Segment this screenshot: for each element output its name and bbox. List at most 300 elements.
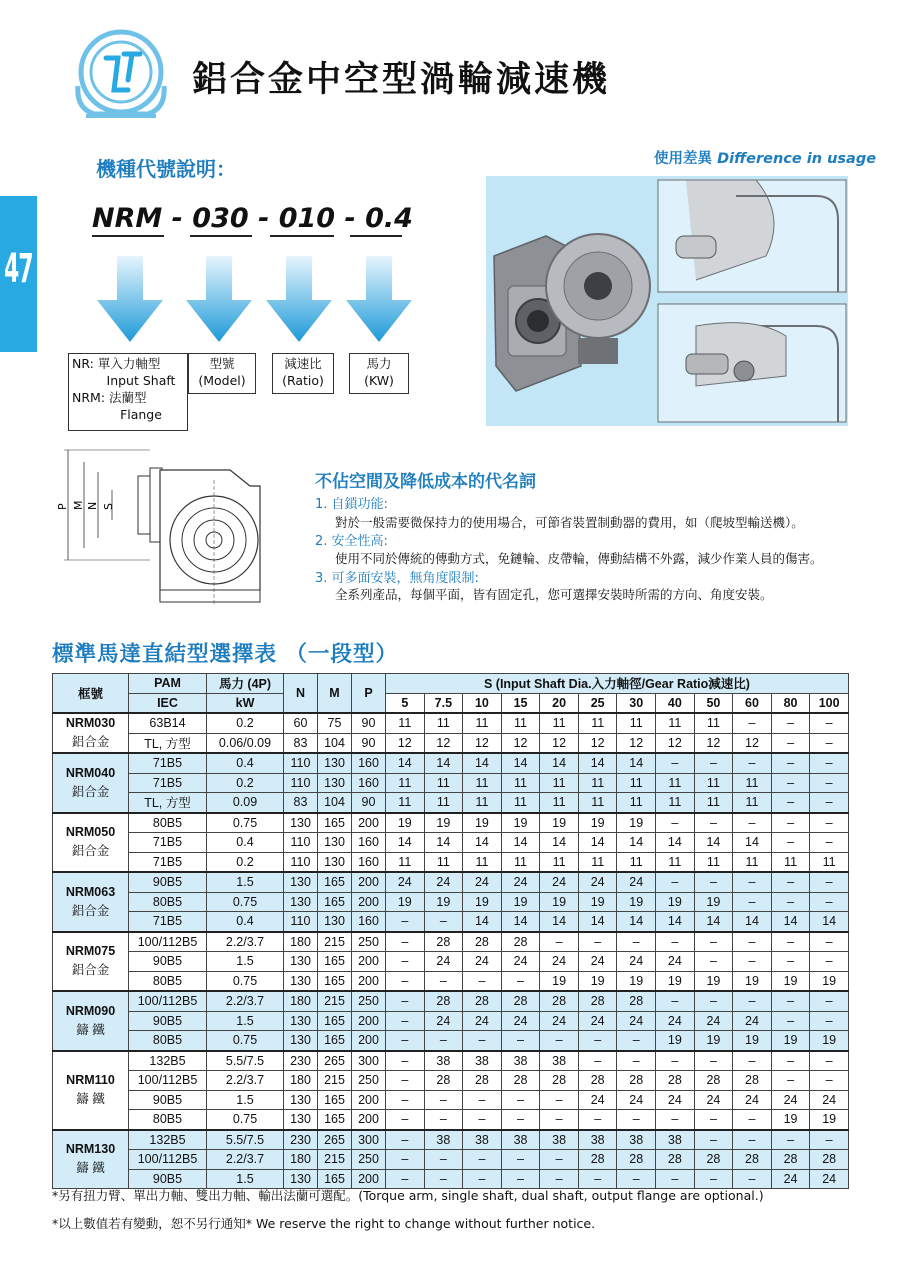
table-cell: –	[540, 1169, 579, 1189]
table-cell: 38	[501, 1051, 540, 1071]
table-cell: 24	[578, 1011, 617, 1031]
table-cell: 11	[771, 852, 810, 872]
table-cell: 200	[352, 952, 386, 972]
table-cell: 11	[578, 713, 617, 733]
table-cell: –	[386, 1169, 425, 1189]
table-cell: 24	[656, 1090, 695, 1110]
dim-label-p: P	[56, 503, 69, 510]
power-en: (KW)	[364, 373, 394, 388]
table-cell: –	[810, 713, 849, 733]
table-cell: 11	[617, 773, 656, 793]
table-cell: 14	[733, 912, 772, 932]
table-cell: –	[810, 872, 849, 892]
table-cell: –	[386, 932, 425, 952]
table-row	[53, 733, 849, 753]
table-cell: 19	[656, 892, 695, 912]
table-cell: 215	[318, 991, 352, 1011]
table-cell: 14	[810, 912, 849, 932]
table-cell: 215	[318, 1150, 352, 1170]
table-cell: 300	[352, 1130, 386, 1150]
table-cell: 11	[810, 852, 849, 872]
table-cell: 90B5	[129, 1090, 207, 1110]
table-cell: 11	[424, 793, 463, 813]
table-cell: 200	[352, 1011, 386, 1031]
table-cell: 14	[540, 833, 579, 853]
table-cell: 12	[733, 733, 772, 753]
table-cell: 38	[578, 1130, 617, 1150]
arrow-down-icon	[344, 256, 414, 344]
table-cell: 12	[656, 733, 695, 753]
table-cell: 19	[771, 1110, 810, 1130]
table-cell: 19	[540, 813, 579, 833]
frame-model: NRM040	[65, 765, 116, 780]
table-cell: 11	[424, 713, 463, 733]
table-cell: –	[733, 1169, 772, 1189]
table-cell: –	[810, 952, 849, 972]
table-cell: 38	[424, 1130, 463, 1150]
table-cell: 132B5	[129, 1130, 207, 1150]
table-cell: –	[386, 952, 425, 972]
page-number-tab	[0, 196, 37, 352]
table-cell: 11	[578, 773, 617, 793]
table-cell: 11	[501, 793, 540, 813]
table-cell: –	[424, 1110, 463, 1130]
table-cell: –	[771, 1011, 810, 1031]
company-logo	[66, 24, 176, 124]
table-row	[53, 813, 849, 833]
table-cell: 24	[810, 1169, 849, 1189]
code-dash: -	[258, 203, 270, 234]
table-cell: 71B5	[129, 912, 207, 932]
table-cell: –	[617, 1031, 656, 1051]
table-cell: 14	[694, 912, 733, 932]
table-cell: 200	[352, 813, 386, 833]
code-underline	[270, 235, 334, 237]
table-cell: –	[771, 872, 810, 892]
table-cell: –	[386, 1110, 425, 1130]
arrow-down-icon	[95, 256, 165, 344]
footnote-disclaimer: *以上數值若有變動，恕不另行通知* We reserve the right to change without further notice.	[52, 1216, 596, 1231]
table-cell: 19	[463, 892, 502, 912]
table-cell: –	[540, 1031, 579, 1051]
table-cell: 28	[501, 991, 540, 1011]
table-cell: 19	[386, 813, 425, 833]
table-cell: 11	[694, 713, 733, 733]
table-cell: 19	[694, 1031, 733, 1051]
frame-cell	[53, 1130, 129, 1189]
table-cell: 19	[578, 892, 617, 912]
table-cell: 24	[501, 1011, 540, 1031]
table-cell: –	[540, 1090, 579, 1110]
table-cell: 19	[540, 971, 579, 991]
table-row	[53, 1011, 849, 1031]
table-cell: –	[771, 733, 810, 753]
table-cell: –	[463, 1169, 502, 1189]
table-cell: 24	[463, 872, 502, 892]
feature-1-text: 對於一般需要微保持力的使用場合，可節省裝置制動器的費用，如（爬坡型輸送機）。	[335, 515, 804, 530]
table-cell: –	[694, 1130, 733, 1150]
table-cell: 28	[771, 1150, 810, 1170]
table-cell: 14	[463, 912, 502, 932]
table-cell: 11	[386, 793, 425, 813]
table-cell: 14	[463, 753, 502, 773]
col-header-n: N	[284, 674, 318, 714]
table-cell: 110	[284, 773, 318, 793]
table-cell: –	[733, 1110, 772, 1130]
table-cell: 130	[284, 1110, 318, 1130]
table-cell: 100/112B5	[129, 991, 207, 1011]
table-cell: 24	[386, 872, 425, 892]
table-cell: 90B5	[129, 952, 207, 972]
code-underline	[92, 235, 164, 237]
table-cell: 11	[540, 713, 579, 733]
table-cell: 19	[578, 971, 617, 991]
table-cell: –	[578, 1031, 617, 1051]
table-cell: –	[386, 1051, 425, 1071]
table-cell: 1.5	[207, 1169, 284, 1189]
table-cell: 24	[424, 952, 463, 972]
table-cell: –	[386, 912, 425, 932]
table-cell: –	[386, 1150, 425, 1170]
table-cell: 0.75	[207, 971, 284, 991]
table-row	[53, 991, 849, 1011]
feature-1-heading: 1. 自鎖功能:	[315, 497, 388, 512]
table-cell: –	[463, 1090, 502, 1110]
ratio-header: 5	[386, 693, 425, 713]
table-cell: –	[386, 1011, 425, 1031]
table-cell: 0.4	[207, 833, 284, 853]
table-cell: –	[810, 1130, 849, 1150]
table-cell: 14	[617, 833, 656, 853]
table-cell: 11	[694, 773, 733, 793]
table-cell: –	[386, 971, 425, 991]
table-cell: 14	[540, 753, 579, 773]
table-cell: 14	[578, 912, 617, 932]
table-cell: 11	[540, 773, 579, 793]
table-cell: 130	[284, 1031, 318, 1051]
table-cell: –	[810, 1011, 849, 1031]
table-cell: –	[656, 753, 695, 773]
table-cell: 28	[578, 1150, 617, 1170]
table-cell: 24	[771, 1169, 810, 1189]
table-cell: –	[694, 872, 733, 892]
table-cell: –	[771, 991, 810, 1011]
code-model: 030	[192, 203, 249, 234]
dim-label-m: M	[72, 500, 85, 510]
table-cell: 130	[318, 833, 352, 853]
ratio-cn: 減速比	[284, 356, 322, 371]
table-cell: 80B5	[129, 892, 207, 912]
table-cell: 24	[656, 952, 695, 972]
table-cell: –	[810, 991, 849, 1011]
table-cell: 14	[386, 753, 425, 773]
table-cell: 83	[284, 793, 318, 813]
table-cell: 130	[318, 852, 352, 872]
table-cell: 80B5	[129, 971, 207, 991]
table-cell: 1.5	[207, 952, 284, 972]
table-cell: –	[733, 753, 772, 773]
table-cell: –	[771, 813, 810, 833]
ratio-header: 20	[540, 693, 579, 713]
table-cell: 80B5	[129, 1031, 207, 1051]
table-cell: 24	[694, 1090, 733, 1110]
table-row	[53, 912, 849, 932]
table-cell: 165	[318, 872, 352, 892]
table-cell: 12	[694, 733, 733, 753]
table-cell: 11	[540, 852, 579, 872]
table-cell: 28	[463, 991, 502, 1011]
table-cell: 215	[318, 1071, 352, 1091]
table-cell: 14	[540, 912, 579, 932]
table-cell: 14	[694, 833, 733, 853]
table-cell: 14	[617, 753, 656, 773]
table-cell: 28	[463, 1071, 502, 1091]
table-row	[53, 793, 849, 813]
table-cell: 28	[424, 991, 463, 1011]
table-cell: 12	[386, 733, 425, 753]
table-cell: –	[424, 912, 463, 932]
table-cell: 180	[284, 932, 318, 952]
table-cell: 75	[318, 713, 352, 733]
table-cell: 12	[540, 733, 579, 753]
table-cell: 19	[694, 971, 733, 991]
table-row	[53, 971, 849, 991]
frame-material: 鑄 鐵	[76, 1161, 105, 1176]
table-cell: 38	[540, 1051, 579, 1071]
table-cell: 24	[617, 952, 656, 972]
frame-cell	[53, 932, 129, 992]
table-cell: 11	[733, 793, 772, 813]
table-cell: 11	[501, 852, 540, 872]
features-title: 不佔空間及降低成本的代名詞	[315, 472, 536, 492]
table-cell: TL, 方型	[129, 733, 207, 753]
table-cell: 14	[578, 753, 617, 773]
table-cell: 19	[694, 892, 733, 912]
table-cell: 250	[352, 932, 386, 952]
table-cell: 24	[540, 1011, 579, 1031]
table-cell: –	[771, 892, 810, 912]
table-cell: –	[694, 1169, 733, 1189]
table-cell: 38	[463, 1051, 502, 1071]
table-cell: 11	[578, 793, 617, 813]
table-cell: 71B5	[129, 852, 207, 872]
table-cell: 11	[656, 852, 695, 872]
table-cell: 0.75	[207, 1031, 284, 1051]
table-cell: 0.2	[207, 852, 284, 872]
table-cell: 1.5	[207, 1011, 284, 1031]
table-cell: 19	[771, 971, 810, 991]
table-cell: 19	[501, 892, 540, 912]
table-cell: 14	[733, 833, 772, 853]
table-cell: 11	[617, 713, 656, 733]
usage-label-en: Difference in usage	[717, 151, 877, 167]
series-input-shaft-en: Input Shaft	[106, 373, 176, 388]
table-cell: 12	[578, 733, 617, 753]
table-row	[53, 1130, 849, 1150]
table-cell: 130	[284, 1169, 318, 1189]
table-cell: 38	[540, 1130, 579, 1150]
table-cell: 1.5	[207, 1090, 284, 1110]
power-cn: 馬力	[366, 356, 392, 371]
table-cell: 24	[694, 1011, 733, 1031]
table-cell: –	[617, 1051, 656, 1071]
table-cell: 11	[463, 713, 502, 733]
table-cell: 28	[424, 932, 463, 952]
table-cell: –	[810, 1051, 849, 1071]
product-photo	[486, 176, 848, 426]
table-cell: 130	[284, 892, 318, 912]
table-cell: 11	[501, 713, 540, 733]
table-cell: 28	[656, 1071, 695, 1091]
table-cell: 165	[318, 1090, 352, 1110]
table-cell: –	[501, 1150, 540, 1170]
table-cell: –	[540, 1110, 579, 1130]
feature-3-heading: 3. 可多面安裝，無角度限制:	[315, 571, 479, 586]
model-code	[92, 203, 413, 234]
table-cell: 28	[694, 1150, 733, 1170]
table-cell: –	[694, 952, 733, 972]
table-row	[53, 952, 849, 972]
table-cell: 19	[656, 971, 695, 991]
table-cell: 14	[424, 753, 463, 773]
frame-material: 鋁合金	[71, 735, 110, 749]
code-ratio: 010	[278, 203, 336, 234]
table-cell: 19	[617, 971, 656, 991]
frame-cell	[53, 713, 129, 753]
table-cell: 165	[318, 971, 352, 991]
arrow-down-icon	[184, 256, 254, 344]
table-cell: 11	[463, 793, 502, 813]
table-cell: –	[733, 713, 772, 733]
table-cell: –	[386, 1130, 425, 1150]
table-cell: 0.06/0.09	[207, 733, 284, 753]
col-header-iec: IEC	[129, 693, 207, 713]
table-cell: 11	[656, 713, 695, 733]
table-cell: 28	[656, 1150, 695, 1170]
table-cell: 24	[733, 1090, 772, 1110]
table-cell: 80B5	[129, 813, 207, 833]
table-cell: 19	[386, 892, 425, 912]
table-row	[53, 1071, 849, 1091]
table-row	[53, 1150, 849, 1170]
frame-model: NRM090	[65, 1003, 116, 1018]
table-cell: –	[463, 1150, 502, 1170]
ratio-header: 100	[810, 693, 849, 713]
table-cell: 19	[810, 1110, 849, 1130]
table-cell: 215	[318, 932, 352, 952]
table-cell: 19	[540, 892, 579, 912]
table-cell: 14	[501, 912, 540, 932]
table-cell: –	[501, 1090, 540, 1110]
table-cell: –	[771, 713, 810, 733]
table-cell: 130	[284, 971, 318, 991]
table-cell: 130	[318, 753, 352, 773]
frame-material: 鑄 鐵	[76, 1092, 105, 1106]
table-cell: –	[733, 892, 772, 912]
frame-material: 鑄 鐵	[76, 1022, 105, 1037]
page-title: 鋁合金中空型渦輪減速機	[192, 59, 611, 100]
table-cell: –	[733, 1130, 772, 1150]
table-cell: 14	[656, 912, 695, 932]
table-cell: 28	[501, 1071, 540, 1091]
code-dash: -	[171, 203, 183, 234]
table-cell: –	[578, 932, 617, 952]
table-cell: 250	[352, 1071, 386, 1091]
frame-model: NRM130	[65, 1142, 116, 1157]
col-header-s: S (Input Shaft Dia.入力軸徑/Gear Ratio減速比)	[386, 674, 849, 694]
table-cell: –	[501, 1031, 540, 1051]
code-underline	[350, 235, 402, 237]
code-desc-power	[349, 353, 409, 394]
table-cell: 28	[578, 1071, 617, 1091]
table-cell: 28	[810, 1150, 849, 1170]
table-cell: 130	[318, 912, 352, 932]
table-cell: 110	[284, 852, 318, 872]
series-input-shaft-cn: NR: 單入力軸型	[72, 356, 161, 371]
table-cell: 110	[284, 753, 318, 773]
table-cell: 38	[656, 1130, 695, 1150]
table-cell: 0.09	[207, 793, 284, 813]
table-cell: –	[810, 813, 849, 833]
table-cell: –	[656, 932, 695, 952]
table-cell: 24	[540, 952, 579, 972]
table-cell: 12	[463, 733, 502, 753]
frame-material: 鋁合金	[71, 963, 110, 978]
table-cell: 180	[284, 1150, 318, 1170]
code-desc-ratio	[272, 353, 334, 394]
dim-label-s: S	[102, 503, 115, 510]
col-header-kw: kW	[207, 693, 284, 713]
frame-model: NRM030	[65, 716, 116, 730]
table-cell: 2.2/3.7	[207, 932, 284, 952]
ratio-header: 50	[694, 693, 733, 713]
ratio-header: 10	[463, 693, 502, 713]
selection-table-title: 標準馬達直結型選擇表 （一段型）	[52, 642, 398, 667]
usage-label-cn: 使用差異	[654, 151, 712, 167]
table-cell: 5.5/7.5	[207, 1130, 284, 1150]
table-cell: 265	[318, 1130, 352, 1150]
table-cell: 11	[463, 852, 502, 872]
table-cell: 19	[810, 1031, 849, 1051]
table-cell: –	[733, 872, 772, 892]
table-cell: 200	[352, 892, 386, 912]
table-cell: 200	[352, 1090, 386, 1110]
table-cell: 165	[318, 1011, 352, 1031]
table-cell: 38	[501, 1130, 540, 1150]
table-cell: –	[617, 1110, 656, 1130]
table-cell: 14	[501, 753, 540, 773]
table-cell: 14	[501, 833, 540, 853]
table-cell: –	[656, 1110, 695, 1130]
table-cell: 19	[578, 813, 617, 833]
table-cell: –	[771, 773, 810, 793]
feature-3-text: 全系列產品，每個平面，皆有固定孔，您可選擇安裝時所需的方向、角度安裝。	[335, 587, 773, 602]
table-cell: –	[501, 1169, 540, 1189]
ratio-header: 60	[733, 693, 772, 713]
table-cell: –	[386, 1071, 425, 1091]
table-row	[53, 1031, 849, 1051]
code-underline	[190, 235, 252, 237]
table-cell: 28	[501, 932, 540, 952]
table-header-row	[53, 693, 849, 713]
table-cell: 132B5	[129, 1051, 207, 1071]
table-cell: 250	[352, 991, 386, 1011]
table-cell: 1.5	[207, 872, 284, 892]
table-cell: –	[694, 991, 733, 1011]
table-cell: 28	[733, 1150, 772, 1170]
table-cell: 19	[733, 971, 772, 991]
table-cell: –	[540, 1150, 579, 1170]
